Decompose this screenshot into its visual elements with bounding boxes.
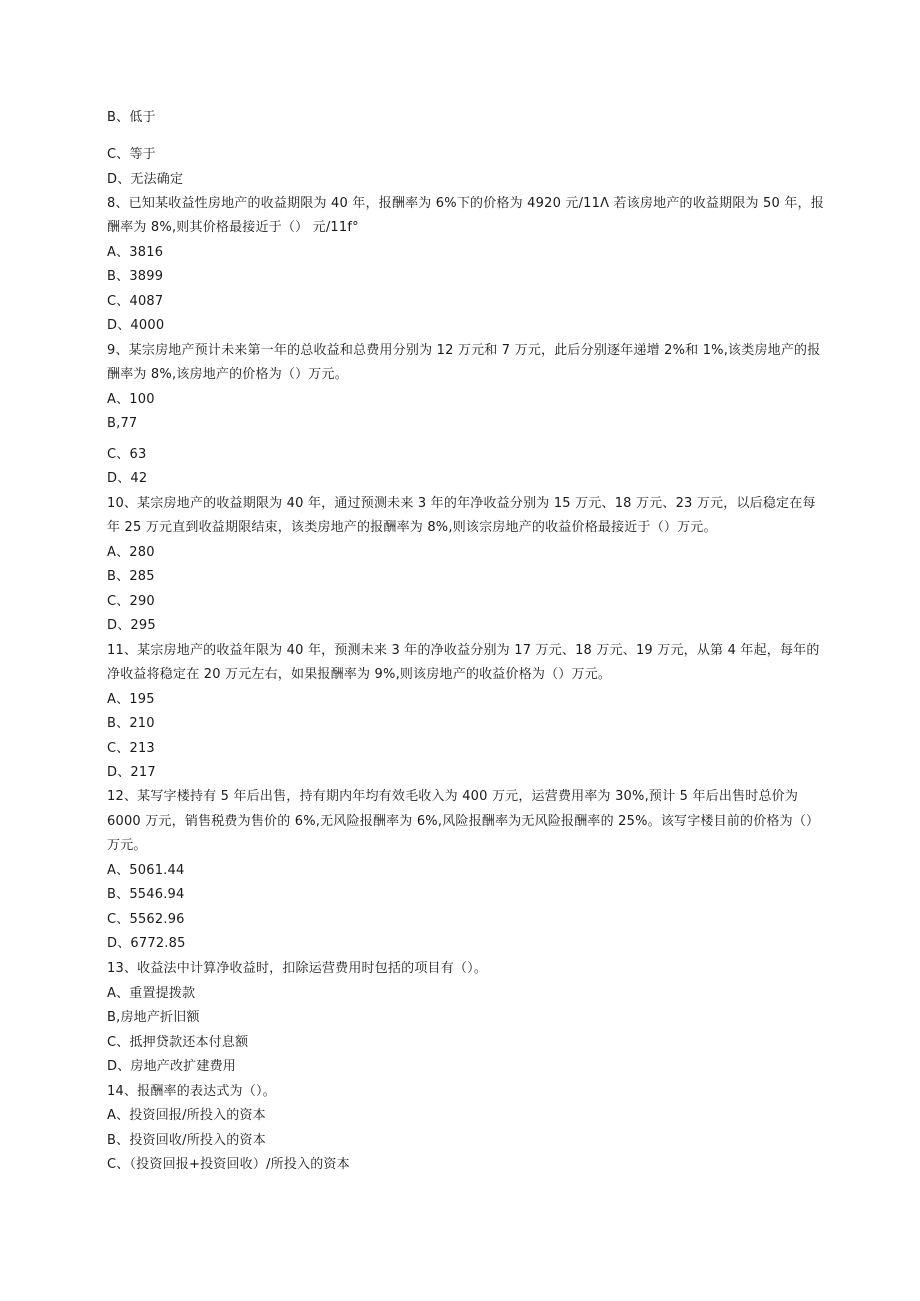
question-9-line-1: 9、某宗房地产预计未来第一年的总收益和总费用分别为 12 万元和 7 万元，此后分别逐年递增 2%和 1%,该类房地产的报 <box>107 343 821 358</box>
option-c-q13: C、抵押贷款还本付息额 <box>107 1035 249 1050</box>
option-d-q10: D、295 <box>107 618 156 633</box>
option-c-q8: C、4087 <box>107 294 164 309</box>
option-c-q12: C、5562.96 <box>107 912 185 927</box>
option-b-q10: B、285 <box>107 569 155 584</box>
option-d-q13: D、房地产改扩建费用 <box>107 1059 237 1074</box>
option-b-q8: B、3899 <box>107 269 164 284</box>
question-12-line-2: 6000 万元，销售税费为售价的 6%,无风险报酬率为 6%,风险报酬率为无风险报酬率的 25%。该写字楼目前的价格为（） <box>107 814 820 829</box>
option-d-q12: D、6772.85 <box>107 936 186 951</box>
question-12-line-3: 万元。 <box>107 838 147 853</box>
option-c-q10: C、290 <box>107 594 155 609</box>
option-a-q12: A、5061.44 <box>107 863 185 878</box>
question-10-line-1: 10、某宗房地产的收益期限为 40 年，通过预测未来 3 年的年净收益分别为 15 万元、18 万元、23 万元，以后稳定在每 <box>107 496 816 511</box>
option-d-q8: D、4000 <box>107 318 165 333</box>
option-a-q8: A、3816 <box>107 245 164 260</box>
option-b-q11: B、210 <box>107 716 155 731</box>
option-d-q11: D、217 <box>107 765 156 780</box>
question-9-line-2: 酬率为 8%,该房地产的价格为（）万元。 <box>107 367 348 382</box>
option-b-q13: B,房地产折旧额 <box>107 1010 200 1025</box>
option-a-q9: A、100 <box>107 392 155 407</box>
question-11-line-2: 净收益将稳定在 20 万元左右，如果报酬率为 9%,则该房地产的收益价格为（）万元。 <box>107 667 612 682</box>
option-b-q14: B、投资回收/所投入的资本 <box>107 1133 266 1148</box>
option-d-q9: D、42 <box>107 471 148 486</box>
option-c-q14: C、（投资回报+投资回收）/所投入的资本 <box>107 1157 350 1172</box>
question-11-line-1: 11、某宗房地产的收益年限为 40 年，预测未来 3 年的净收益分别为 17 万元、18 万元、19 万元，从第 4 年起，每年的 <box>107 643 820 658</box>
option-a-q14: A、投资回报/所投入的资本 <box>107 1108 266 1123</box>
question-10-line-2: 年 25 万元直到收益期限结束，该类房地产的报酬率为 8%,则该宗房地产的收益价格最接近于（）万元。 <box>107 520 717 535</box>
question-8-line-1: 8、已知某收益性房地产的收益期限为 40 年，报酬率为 6%下的价格为 4920 元/11Λ 若该房地产的收益期限为 50 年，报 <box>107 196 824 211</box>
option-d-q7: D、无法确定 <box>107 172 184 187</box>
question-12-line-1: 12、某写字楼持有 5 年后出售，持有期内年均有效毛收入为 400 万元，运营费用率为 30%,预计 5 年后出售时总价为 <box>107 789 799 804</box>
option-a-q10: A、280 <box>107 545 155 560</box>
question-8-line-2: 酬率为 8%,则其价格最接近于（） 元/11f° <box>107 220 359 235</box>
option-b-q12: B、5546.94 <box>107 887 185 902</box>
option-c-q9: C、63 <box>107 447 147 462</box>
question-14: 14、报酬率的表达式为（）。 <box>107 1084 276 1099</box>
option-a-q11: A、195 <box>107 692 155 707</box>
option-b-q9: B,77 <box>107 416 138 431</box>
option-c-q7: C、等于 <box>107 147 156 162</box>
option-c-q11: C、213 <box>107 741 155 756</box>
option-a-q13: A、重置提拨款 <box>107 986 196 1001</box>
option-b-q7: B、低于 <box>107 110 156 125</box>
question-13: 13、收益法中计算净收益时，扣除运营费用时包括的项目有（）。 <box>107 961 488 976</box>
